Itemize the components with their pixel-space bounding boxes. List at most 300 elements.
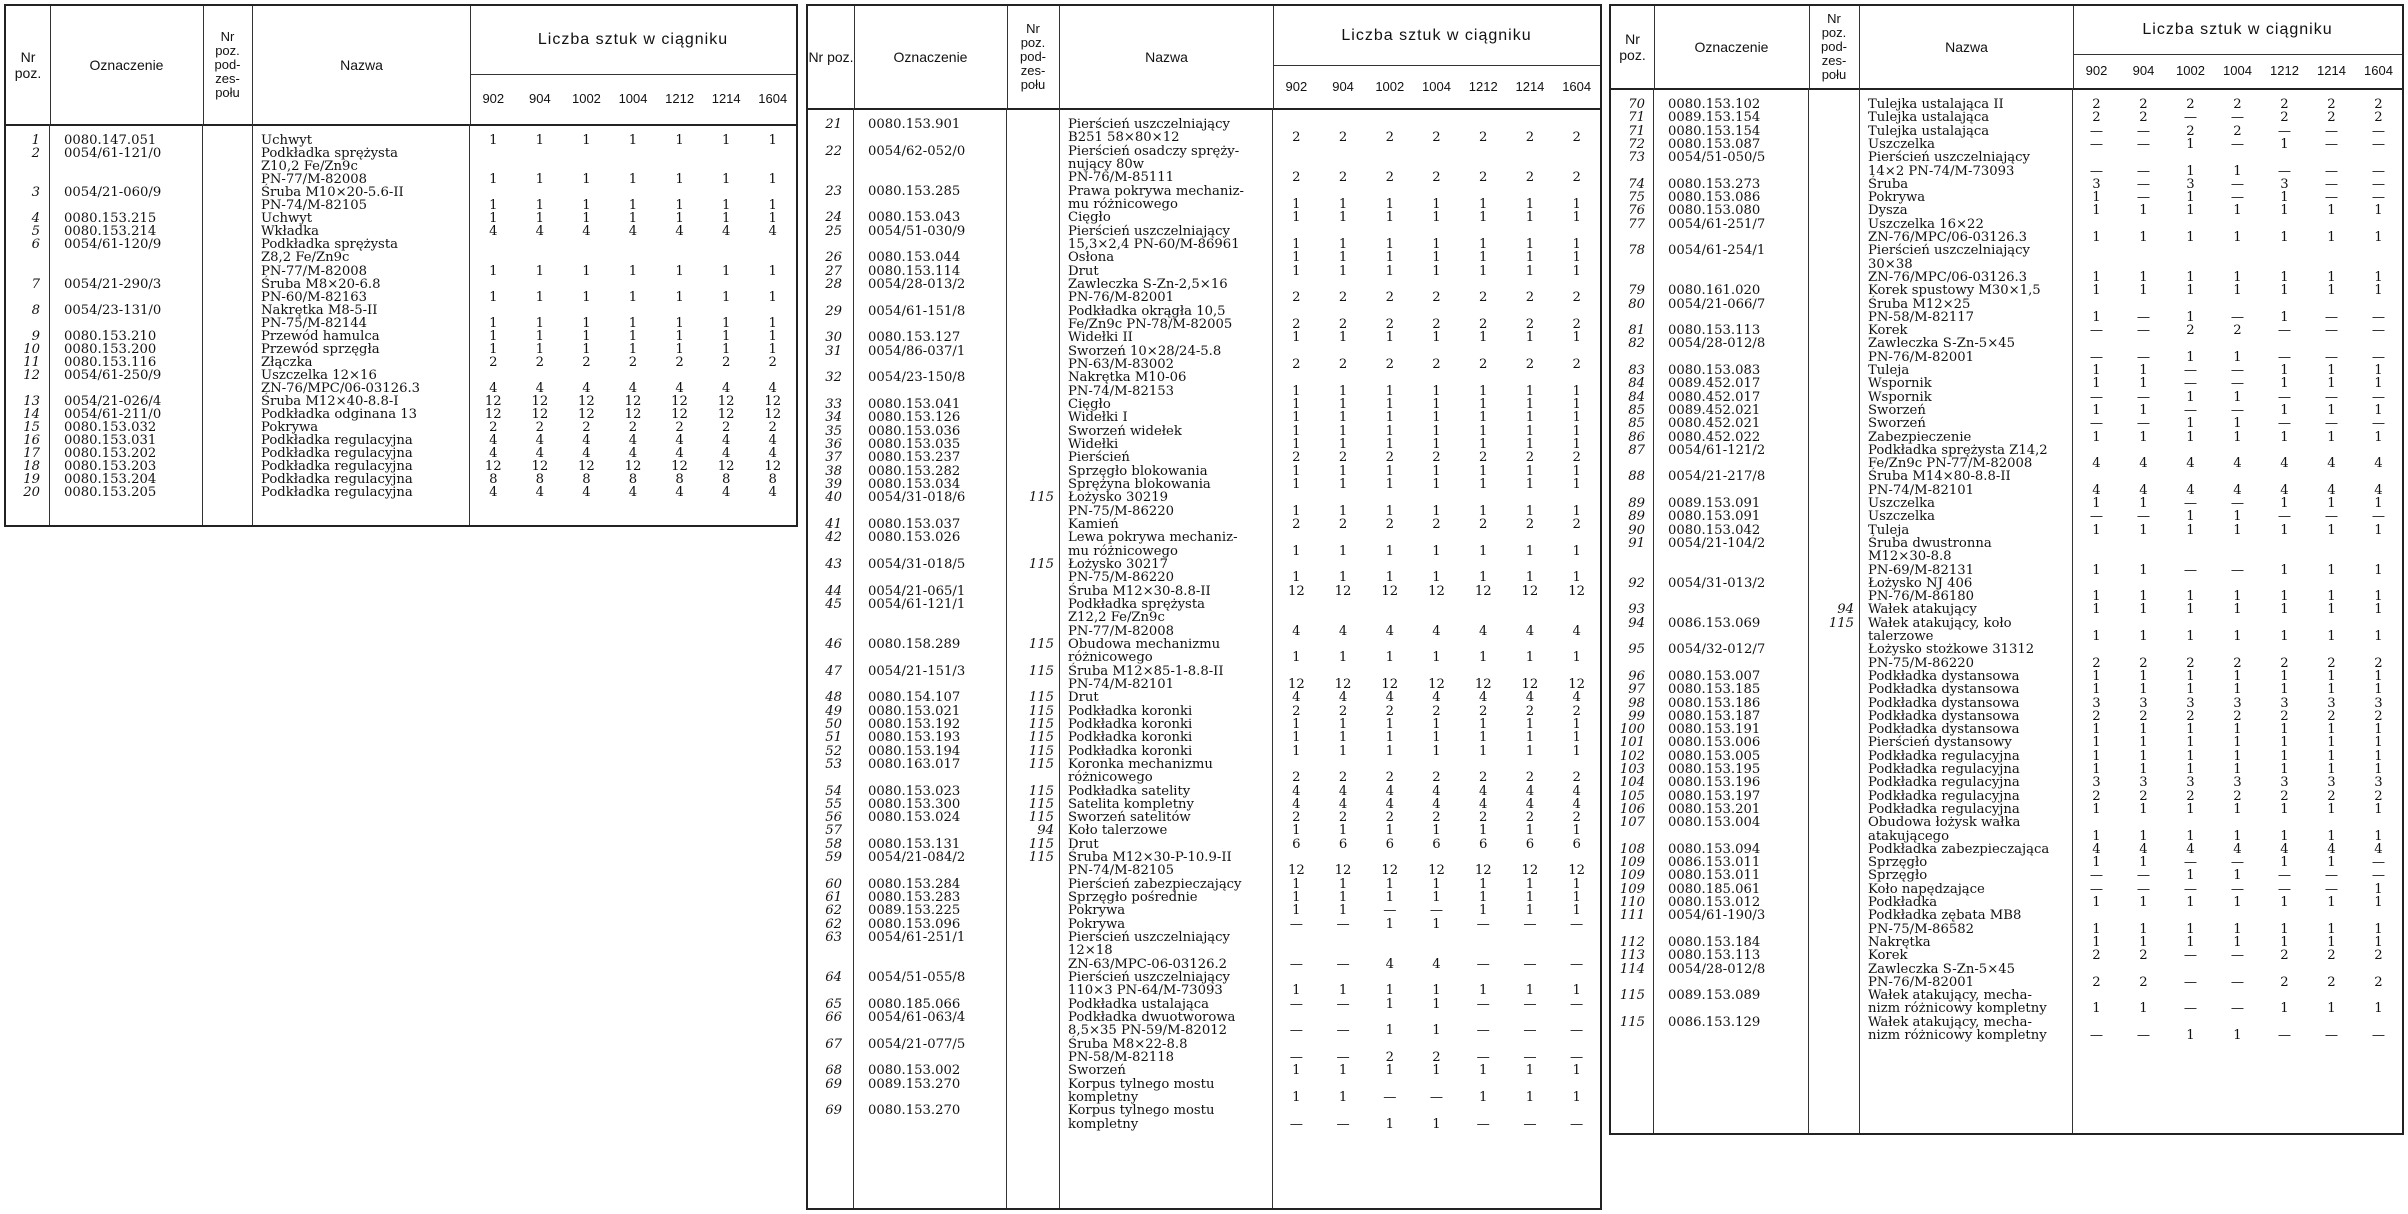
row-qty-904: 2 (1338, 170, 1348, 186)
row-qty-904: 1 (1338, 730, 1348, 746)
row-qty-1002: 4 (1385, 783, 1394, 799)
row-oznaczenie: 0080.153.283 (868, 890, 961, 906)
row-qty-1002: — (2183, 376, 2198, 392)
table-row-continuation (1611, 550, 2402, 563)
row-nr: 80 (1628, 296, 1645, 312)
row-nr: 43 (825, 556, 842, 572)
row-nazwa: Sworzeń widełek (1068, 423, 1182, 439)
row-oznaczenie: 0080.153.034 (868, 476, 961, 492)
row-qty-902: 1 (1292, 476, 1301, 492)
row-qty-1002: 2 (1385, 703, 1394, 719)
row-qty-1212: — (2277, 389, 2292, 405)
row-nazwa: Podkładka dystansowa (1868, 708, 2020, 724)
row-oznaczenie: 0054/31-013/2 (1668, 575, 1766, 591)
row-qty-904: — (2136, 190, 2151, 206)
row-qty-904: 1 (2139, 230, 2148, 245)
row-nazwa: Podkładka regulacyjna (261, 433, 413, 449)
row-nazwa: 12×18 (1068, 943, 1113, 959)
row-nr: 107 (1619, 815, 1645, 831)
row-qty-1002: — (2183, 562, 2198, 578)
row-nazwa: ZN-76/MPC/06-03126.3 (1868, 269, 2028, 285)
row-qty-902: 1 (1292, 730, 1301, 746)
row-qty-904: 1 (2139, 522, 2148, 538)
row-qty-904: 8 (535, 472, 545, 488)
row-oznaczenie: 0054/51-030/9 (868, 223, 966, 239)
row-qty-904: 1 (2139, 203, 2148, 219)
row-nazwa: Wkładka (261, 224, 319, 240)
table-row (1611, 909, 2402, 922)
row-qty-1004: 4 (1432, 783, 1441, 799)
row-qty-1214: 1 (2327, 522, 2336, 538)
row-qty-1604: 1 (2374, 269, 2383, 285)
row-qty-902: — (1289, 1050, 1303, 1066)
row-nazwa: Uszczelka 16×22 (1868, 216, 1984, 232)
row-qty-1214: — (1523, 1023, 1537, 1039)
table-row (1611, 936, 2402, 949)
row-qty-1002: — (2183, 402, 2198, 418)
row-qty-1004: — (1429, 1090, 1444, 1106)
table-row-continuation (1611, 351, 2402, 364)
row-qty-1214: 1 (1525, 570, 1535, 586)
row-nazwa: Podkładka regulacyjna (261, 459, 413, 475)
row-qty-1212: 2 (2280, 110, 2289, 126)
row-qty-1214: 2 (1525, 450, 1535, 466)
row-podzespol: 115 (1028, 716, 1054, 732)
row-qty-1002: 1 (2186, 269, 2195, 285)
row-qty-1002: 4 (1385, 690, 1394, 706)
row-qty-1212: 2 (1479, 290, 1488, 306)
row-qty-1604: 1 (1572, 196, 1581, 212)
row-qty-904: 2 (1338, 703, 1348, 719)
row-qty-1004: 4 (628, 433, 638, 449)
row-nr: 58 (825, 836, 842, 852)
row-qty-902: 1 (1292, 903, 1301, 919)
row-nazwa: Podkładka regulacyjna (1868, 788, 2020, 804)
row-nazwa: Obudowa mechanizmu (1068, 636, 1221, 652)
row-qty-1214: 2 (2327, 788, 2336, 804)
row-qty-904: 1 (1338, 1090, 1348, 1106)
row-qty-1002: 1 (1385, 396, 1394, 412)
row-qty-1604: — (2371, 176, 2386, 192)
row-oznaczenie: 0080.153.096 (868, 916, 961, 932)
row-nr: 13 (23, 394, 40, 409)
row-oznaczenie: 0080.153.036 (868, 423, 961, 439)
row-qty-1214: 1 (2327, 376, 2336, 392)
row-qty-1004: 2 (2233, 708, 2242, 724)
table-row (808, 931, 1600, 944)
header-model-904: 904 (529, 91, 551, 106)
table-row (6, 330, 796, 343)
row-nazwa: Sprzęgło (1868, 868, 1928, 884)
row-podzespol: 115 (1028, 743, 1054, 759)
row-nr: 11 (23, 354, 40, 370)
row-qty-1004: 1 (2233, 522, 2242, 538)
row-nazwa: Podkładka dystansowa (1868, 695, 2020, 711)
row-nazwa: Tulejka ustalająca (1868, 110, 1990, 126)
row-qty-904: — (1336, 1116, 1350, 1132)
header-oznaczenie: Oznaczenie (1654, 6, 1810, 88)
row-oznaczenie: 0080.153.114 (868, 263, 961, 279)
row-oznaczenie: 0089.153.270 (868, 1076, 961, 1092)
row-qty-1604: 1 (2374, 429, 2383, 445)
row-qty-1002: 1 (2186, 629, 2195, 644)
row-nazwa: Śruba M8×22-8.8 (1068, 1036, 1188, 1052)
row-qty-1212: 1 (2280, 376, 2289, 392)
row-qty-1002: 1 (2186, 522, 2195, 538)
row-qty-1004: 4 (2233, 482, 2242, 498)
row-nazwa: Wspornik (1868, 389, 1932, 405)
row-oznaczenie: 0054/21-026/4 (64, 394, 162, 409)
row-qty-1212: 1 (1479, 823, 1488, 839)
row-qty-1002: 4 (2186, 456, 2195, 472)
row-podzespol: 94 (1837, 602, 1854, 618)
row-nr: 16 (23, 433, 40, 449)
row-qty-1212: 1 (1479, 890, 1488, 906)
row-qty-1004: 1 (1432, 876, 1441, 892)
row-qty-1604: 4 (768, 380, 777, 396)
row-nr: 103 (1619, 762, 1645, 777)
row-qty-1212: 1 (1479, 236, 1488, 252)
row-nazwa: Osłona (1068, 250, 1115, 266)
row-nr: 60 (825, 876, 842, 892)
table-row (808, 331, 1600, 344)
row-nazwa: Uszczelka 12×16 (261, 367, 377, 383)
row-qty-1002: 2 (2186, 323, 2195, 339)
row-qty-1212: 2 (1479, 356, 1488, 372)
row-qty-1004: 2 (1432, 770, 1441, 786)
row-qty-1604: 1 (2374, 881, 2383, 897)
row-nr: 1 (31, 133, 40, 148)
row-qty-1212: 4 (675, 380, 684, 396)
row-qty-1002: 12 (578, 459, 595, 475)
row-qty-1604: 4 (2374, 482, 2383, 498)
row-qty-1212: 1 (675, 198, 684, 214)
row-nazwa: mu różnicowego (1068, 196, 1178, 212)
row-oznaczenie: 0080.153.023 (868, 783, 961, 799)
table-row (1611, 324, 2402, 337)
row-nr: 45 (825, 596, 842, 612)
row-nazwa: Tuleja (1868, 363, 1910, 378)
row-qty-904: 1 (2139, 722, 2148, 738)
row-nazwa: Sprzęgło blokowania (1068, 463, 1208, 479)
row-qty-1004: 1 (628, 263, 638, 279)
row-qty-1214: 1 (2327, 895, 2336, 910)
row-qty-902: 2 (2092, 974, 2101, 990)
row-qty-1214: — (1523, 996, 1537, 1012)
row-qty-1212: 1 (2280, 682, 2289, 698)
row-oznaczenie: 0080.153.116 (64, 354, 157, 370)
row-nazwa: Nakrętka M10-06 (1068, 370, 1187, 386)
row-qty-1212: 1 (2280, 589, 2289, 605)
row-qty-1002: — (2183, 1001, 2198, 1017)
row-oznaczenie: 0080.153.091 (1668, 509, 1761, 525)
row-nr: 64 (825, 970, 842, 986)
table-row (1611, 736, 2402, 749)
row-qty-904: — (1336, 996, 1350, 1012)
row-qty-1004: 1 (628, 315, 638, 331)
row-qty-1212: 1 (1479, 1063, 1488, 1079)
row-qty-904: 12 (531, 394, 549, 409)
row-qty-1002: 1 (1385, 250, 1394, 266)
table-row (808, 824, 1600, 837)
row-nr: 87 (1628, 442, 1645, 458)
row-qty-902: — (2089, 868, 2104, 884)
row-qty-902: 1 (2092, 376, 2101, 392)
row-qty-904: — (2136, 881, 2151, 897)
row-qty-902: — (1289, 1116, 1303, 1132)
row-qty-902: 4 (2092, 456, 2101, 472)
row-nr: 36 (825, 436, 842, 452)
row-qty-1212: 4 (2280, 482, 2289, 498)
row-qty-904: — (2136, 349, 2151, 365)
row-qty-1212: 1 (1479, 196, 1488, 212)
row-qty-1212: 2 (1479, 450, 1488, 466)
header-model-1214: 1214 (2317, 63, 2346, 78)
header-model-1214: 1214 (711, 91, 741, 106)
table-row (1611, 364, 2402, 377)
row-qty-904: 1 (1338, 410, 1348, 426)
table-row-continuation (808, 358, 1600, 371)
row-qty-904: 12 (1334, 863, 1352, 879)
row-nazwa: atakującego (1868, 828, 1950, 844)
row-qty-1212: 4 (675, 433, 684, 449)
row-qty-1214: 1 (2327, 801, 2336, 817)
row-nazwa: Podkładka sprężysta (1068, 596, 1205, 612)
row-nr: 77 (1628, 216, 1645, 232)
table-row (808, 398, 1600, 411)
row-qty-904: 4 (2139, 456, 2148, 472)
row-qty-1002: 4 (582, 485, 591, 501)
table-row (808, 998, 1600, 1011)
row-qty-1214: 4 (721, 224, 731, 240)
table-row (1611, 151, 2402, 164)
row-qty-1002: 1 (2186, 309, 2195, 325)
table-row (1611, 603, 2402, 616)
row-qty-1604: 2 (2374, 788, 2383, 804)
row-oznaczenie: 0054/61-121/1 (868, 596, 966, 612)
row-nazwa: Tulejka ustalająca (1868, 123, 1990, 139)
row-oznaczenie: 0080.153.004 (1668, 815, 1761, 831)
row-qty-1604: 1 (1572, 743, 1581, 759)
row-qty-1604: 1 (1572, 503, 1581, 519)
row-nazwa: Podkładka koronki (1068, 743, 1193, 759)
row-qty-1212: 4 (2280, 841, 2289, 857)
row-qty-1214: 1 (1525, 876, 1535, 892)
row-qty-1004: 1 (1432, 650, 1441, 666)
row-qty-1604: 1 (1572, 876, 1581, 892)
row-qty-904: 1 (1338, 196, 1348, 212)
row-qty-904: 1 (2139, 801, 2148, 817)
row-podzespol: 115 (1028, 636, 1054, 652)
row-qty-904: 1 (535, 315, 545, 331)
row-nazwa: Drut (1068, 836, 1099, 852)
table-row (808, 585, 1600, 598)
row-qty-1214: 2 (1525, 130, 1535, 146)
row-qty-1214: 3 (2327, 775, 2336, 791)
row-qty-904: 4 (1338, 623, 1348, 639)
row-nr: 50 (825, 716, 842, 732)
table-row-continuation (808, 571, 1600, 584)
row-nr: 109 (1619, 868, 1645, 884)
table-row (1611, 218, 2402, 231)
row-nr: 51 (825, 730, 842, 746)
row-qty-1212: 2 (1479, 170, 1488, 186)
row-qty-1214: 1 (2327, 1001, 2336, 1017)
row-nazwa: PN-58/M-82118 (1068, 1050, 1175, 1066)
row-qty-904: 1 (1338, 1063, 1348, 1079)
row-qty-904: 1 (2139, 496, 2148, 511)
row-qty-1002: 1 (582, 289, 591, 305)
row-qty-1604: 1 (1572, 823, 1581, 839)
row-oznaczenie: 0080.153.270 (868, 1103, 961, 1119)
row-qty-1002: 2 (582, 354, 591, 370)
row-nazwa: Zawleczka S-Zn-2,5×16 (1068, 276, 1228, 292)
row-nazwa: PN-75/M-86582 (1868, 921, 1975, 937)
row-oznaczenie: 0080.153.102 (1668, 97, 1761, 112)
row-qty-1214: — (2324, 190, 2339, 206)
row-qty-1604: 1 (2374, 376, 2383, 392)
row-qty-1212: — (1476, 916, 1490, 932)
row-nr: 41 (825, 516, 842, 532)
row-qty-904: — (2136, 123, 2151, 139)
row-nr: 104 (1619, 775, 1645, 791)
row-nazwa: PN-76/M-85111 (1068, 170, 1175, 186)
row-qty-1212: 1 (1479, 210, 1488, 226)
table-row-continuation (1611, 231, 2402, 244)
row-nazwa: Śruba M12×25 (1868, 296, 1971, 312)
row-qty-1002: 1 (1385, 570, 1394, 586)
row-qty-1004: 2 (2233, 323, 2242, 339)
parts-table-panel-1 (4, 4, 798, 527)
row-oznaczenie: 0054/21-084/2 (868, 850, 966, 866)
row-qty-1004: 1 (1432, 396, 1441, 412)
row-qty-1002: 12 (1381, 863, 1399, 879)
row-qty-902: 1 (489, 328, 498, 344)
row-nazwa: Podkładka regulacyjna (261, 446, 413, 462)
row-qty-904: — (2136, 323, 2151, 339)
table-row (1611, 125, 2402, 138)
row-oznaczenie: 0054/61-120/9 (64, 237, 162, 253)
row-qty-1604: 1 (1572, 476, 1581, 492)
row-qty-904: 1 (1338, 210, 1348, 226)
row-nr: 102 (1619, 748, 1645, 764)
row-qty-1214: 2 (1525, 703, 1535, 719)
table-row (1611, 790, 2402, 803)
row-qty-1002: 1 (2186, 934, 2195, 950)
row-qty-1002: 1 (1385, 876, 1394, 892)
row-nr: 4 (31, 211, 40, 227)
row-qty-1002: — (1383, 1090, 1397, 1106)
row-qty-1604: 2 (2374, 97, 2383, 112)
row-qty-1002: 2 (1385, 316, 1394, 332)
row-qty-902: 1 (1292, 876, 1301, 892)
row-qty-1212: 1 (675, 133, 684, 148)
row-qty-1002: 1 (582, 263, 591, 279)
row-qty-904: 1 (1338, 463, 1348, 479)
row-nr: 97 (1628, 682, 1645, 698)
row-nazwa: Sprężyna blokowania (1068, 476, 1211, 492)
table-row (808, 345, 1600, 358)
row-qty-1212: 1 (675, 263, 684, 279)
row-qty-1604: 4 (768, 446, 777, 462)
row-qty-1212: 1 (2280, 748, 2289, 764)
row-qty-1214: 1 (721, 172, 731, 188)
table-row-continuation (808, 318, 1600, 331)
row-qty-1604: 1 (768, 289, 777, 305)
row-qty-1004: 2 (628, 354, 638, 370)
row-qty-904: 1 (2139, 762, 2148, 777)
row-qty-1004: — (2230, 974, 2245, 990)
row-nazwa: Pierścień uszczelniający (1068, 930, 1230, 946)
row-qty-1212: 1 (2280, 934, 2289, 950)
row-podzespol: 115 (1028, 836, 1054, 852)
row-qty-904: 4 (535, 380, 545, 396)
row-nr: 54 (825, 783, 842, 799)
row-qty-1212: 6 (1479, 836, 1488, 852)
row-qty-902: — (2089, 509, 2104, 525)
table-row (6, 238, 796, 251)
row-qty-1002: 1 (2186, 389, 2195, 405)
row-qty-1214: 1 (2327, 921, 2336, 937)
row-qty-1214: 1 (1525, 330, 1535, 346)
table-row (1611, 723, 2402, 736)
row-oznaczenie: 0080.185.061 (1668, 881, 1761, 897)
row-qty-1002: 4 (582, 224, 591, 240)
table-row (808, 731, 1600, 744)
row-nr: 83 (1628, 363, 1645, 378)
row-qty-1214: — (1523, 1116, 1537, 1132)
row-qty-1214: 1 (721, 263, 731, 279)
row-nazwa: Podkładka (1868, 895, 1938, 910)
row-qty-1604: 1 (2374, 682, 2383, 698)
row-nazwa: ZN-76/MPC/06-03126.3 (1868, 230, 2028, 245)
row-qty-1004: — (2230, 496, 2245, 511)
row-qty-1004: 8 (628, 472, 638, 488)
row-qty-904: 4 (535, 224, 545, 240)
row-qty-904: 1 (2139, 748, 2148, 764)
row-qty-904: 2 (1338, 316, 1348, 332)
row-qty-1604: — (1570, 1116, 1584, 1132)
row-qty-1604: — (2371, 389, 2386, 405)
row-qty-904: 1 (2139, 629, 2148, 644)
row-nazwa: Śruba M12×40-8.8-I (261, 394, 399, 409)
row-nazwa: Sworzeń (1868, 416, 1926, 432)
row-nazwa: Wałek atakujący, koło (1868, 615, 2012, 631)
row-nazwa: Pokrywa (1068, 903, 1126, 919)
row-qty-1604: — (2371, 868, 2386, 884)
row-qty-902: — (1289, 1023, 1303, 1039)
table-body (1611, 98, 2402, 1133)
row-nazwa: Sworzeń 10×28/24-5.8 (1068, 343, 1222, 359)
row-qty-1002: 2 (2186, 655, 2195, 671)
row-qty-1002: 12 (578, 394, 595, 409)
row-oznaczenie: 0080.153.285 (868, 183, 961, 199)
row-oznaczenie: 0054/61-121/0 (64, 146, 162, 162)
table-row (808, 1078, 1600, 1091)
row-qty-902: — (1289, 996, 1303, 1012)
row-nazwa: Śruba M12×30-P-10.9-II (1068, 850, 1232, 866)
row-qty-1212: 1 (1479, 383, 1488, 399)
row-qty-902: 2 (1292, 356, 1301, 372)
row-nazwa: Podkładka regulacyjna (1868, 775, 2020, 791)
row-nazwa: 8,5×35 PN-59/M-82012 (1068, 1023, 1227, 1039)
row-qty-1604: — (1570, 1023, 1584, 1039)
row-nr: 72 (1628, 136, 1645, 152)
row-qty-902: 1 (1292, 396, 1301, 412)
row-qty-902: 1 (1292, 236, 1301, 252)
row-qty-1604: — (1570, 916, 1584, 932)
row-oznaczenie: 0080.153.083 (1668, 363, 1761, 378)
